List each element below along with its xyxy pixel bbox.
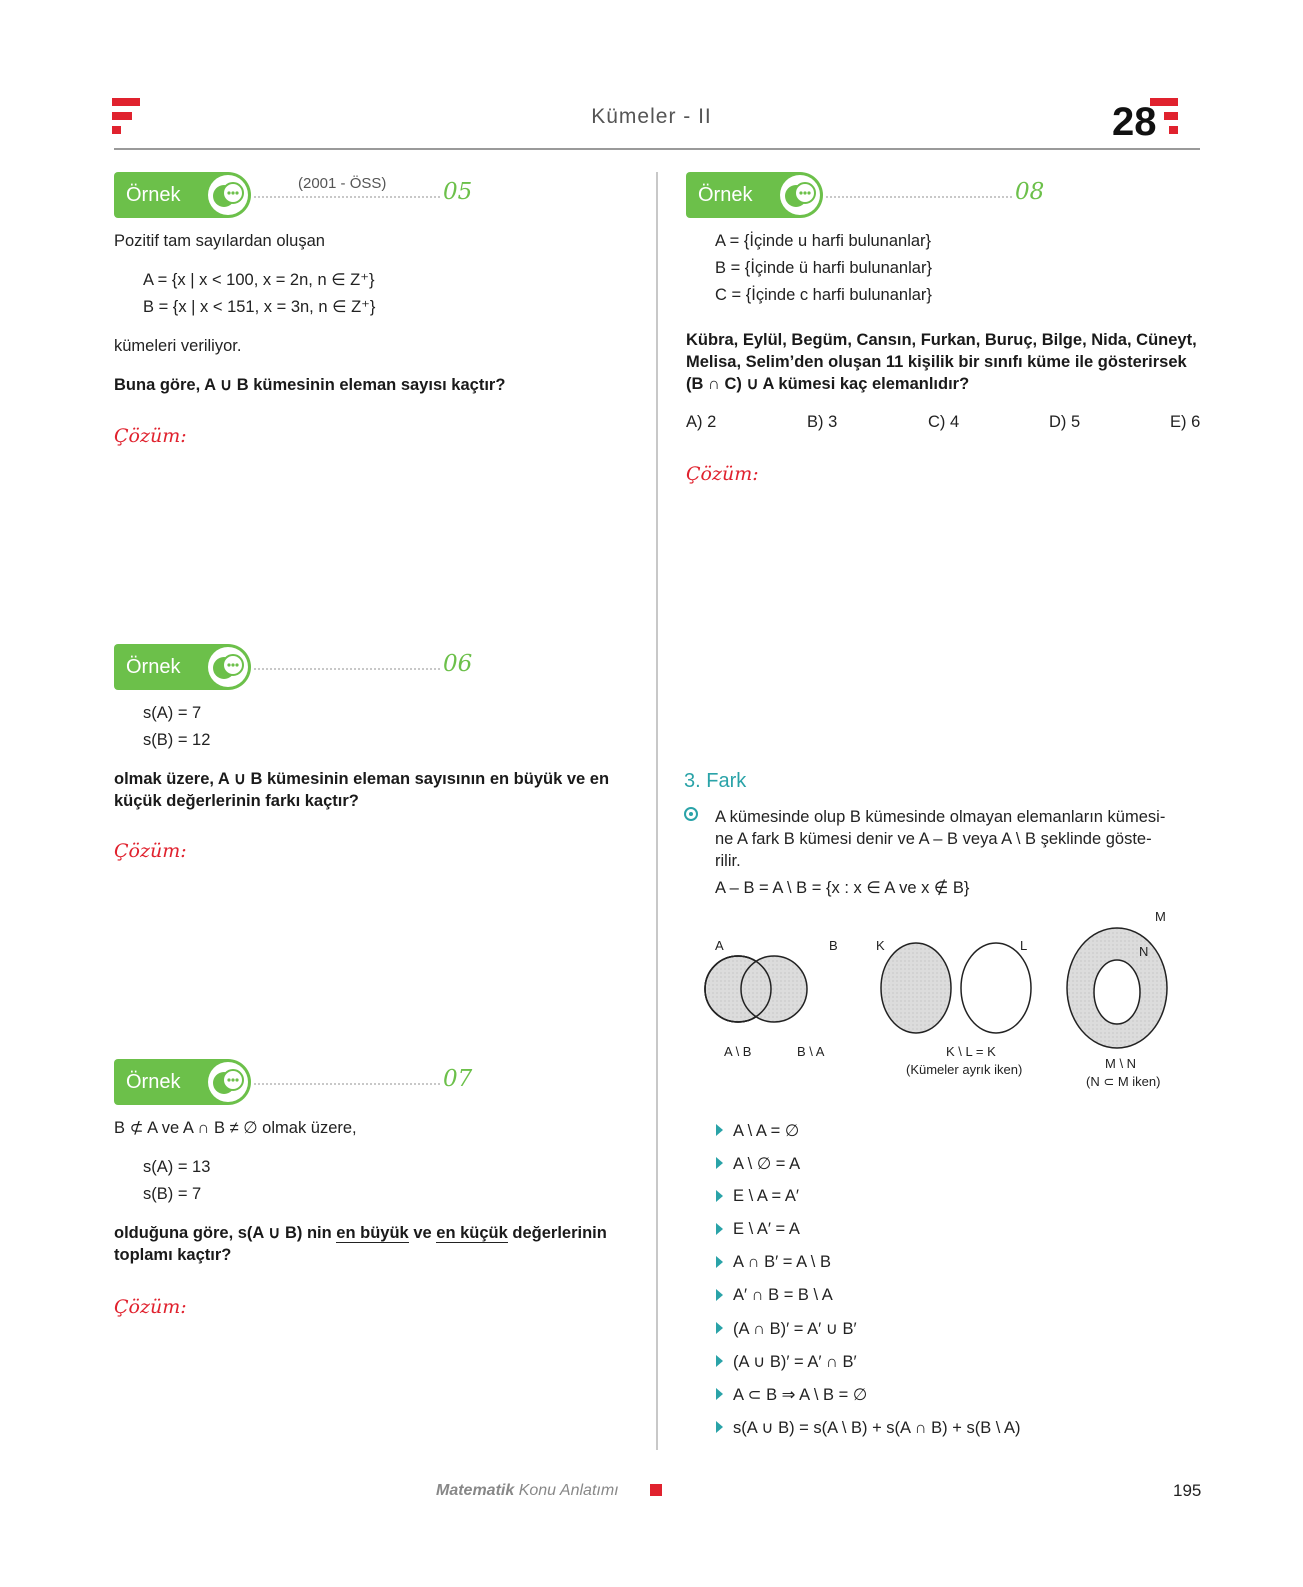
ornek-badge-08 (686, 172, 823, 218)
triangle-bullet-icon (716, 1322, 723, 1334)
ex05-set-b: B = {x | x < 151, x = 3n, n ∈ Z⁺} (143, 298, 376, 316)
option-e: E) 6 (1170, 413, 1201, 431)
ex07-q-part1: olduğuna göre, s(A ∪ B) nin (114, 1224, 337, 1242)
dotted-line (826, 196, 1012, 198)
ex08-question-line1: Kübra, Eylül, Begüm, Cansın, Furkan, Buruç, Bilge, Nida, Cüneyt, (686, 331, 1197, 349)
fark-definition-line2: ne A fark B kümesi denir ve A – B veya A \ B şeklinde göste- (715, 830, 1152, 848)
footer-rest: Konu Anlatımı (514, 1482, 619, 1499)
page-number: 195 (1173, 1481, 1202, 1500)
ex08-set-b: B = {İçinde ü harfi bulunanlar} (715, 259, 932, 277)
ex05-intro: Pozitif tam sayılardan oluşan (114, 232, 325, 250)
ex06-question-line2: küçük değerlerinin farkı kaçtır? (114, 792, 359, 810)
label-k: K (876, 938, 885, 953)
property-item: E \ A = A′ (733, 1187, 799, 1205)
fark-definition-line3: rilir. (715, 852, 741, 870)
ornek-label: Örnek (126, 656, 181, 678)
ex07-question-line1 (114, 1222, 607, 1244)
speech-bubble-icon (208, 1062, 248, 1102)
page-title: Kümeler - II (591, 105, 712, 128)
property-item: A ∩ B′ = A \ B (733, 1253, 831, 1271)
caption-m-minus-n-note: (N ⊂ M iken) (1086, 1074, 1161, 1089)
triangle-bullet-icon (716, 1256, 723, 1268)
ornek-badge-07 (114, 1059, 251, 1105)
triangle-bullet-icon (716, 1289, 723, 1301)
fark-formula: A – B = A \ B = {x : x ∈ A ve x ∉ B} (715, 879, 970, 897)
footer-brand: Matematik (436, 1482, 515, 1499)
ex07-q-part2: ve (408, 1224, 437, 1242)
option-c: C) 4 (928, 413, 960, 431)
speech-bubble-icon (780, 175, 820, 215)
ex07-question-line2: toplamı kaçtır? (114, 1246, 232, 1264)
label-b: B (829, 938, 838, 953)
ex07-sB: s(B) = 7 (143, 1185, 202, 1203)
option-a: A) 2 (686, 413, 717, 431)
property-item: A ⊂ B ⇒ A \ B = ∅ (733, 1386, 868, 1404)
triangle-bullet-icon (716, 1223, 723, 1235)
fark-definition-line1: A kümesinde olup B kümesinde olmayan elemanların kümesi- (715, 808, 1166, 826)
property-item: E \ A′ = A (733, 1220, 800, 1238)
property-item: A \ ∅ = A (733, 1155, 801, 1173)
property-item: (A ∪ B)′ = A′ ∩ B′ (733, 1353, 857, 1371)
dotted-line (254, 668, 440, 670)
ex05-given: kümeleri veriliyor. (114, 337, 242, 355)
example-number: 08 (1015, 179, 1045, 205)
ex08-set-c: C = {İçinde c harfi bulunanlar} (715, 286, 932, 304)
option-b: B) 3 (807, 413, 838, 431)
ornek-label: Örnek (698, 184, 753, 206)
ex07-q-part3: değerlerinin (507, 1224, 607, 1242)
triangle-bullet-icon (716, 1124, 723, 1136)
caption-k-minus-l-note: (Kümeler ayrık iken) (906, 1062, 1023, 1077)
question-source: (2001 - ÖSS) (298, 175, 387, 192)
dotted-line (254, 196, 440, 198)
ex07-sA: s(A) = 13 (143, 1158, 211, 1176)
triangle-bullet-icon (716, 1355, 723, 1367)
ex08-question-line2: Melisa, Selim’den oluşan 11 kişilik bir sınıfı küme ile gösterirsek (686, 353, 1187, 371)
caption-a-minus-b: A \ B (724, 1044, 752, 1059)
ex06-sA: s(A) = 7 (143, 704, 202, 722)
ex08-set-a: A = {İçinde u harfi bulunanlar} (715, 232, 932, 250)
ex07-q-underline1: en büyük (336, 1224, 409, 1242)
label-a: A (715, 938, 724, 953)
property-item: A′ ∩ B = B \ A (733, 1286, 833, 1304)
triangle-bullet-icon (716, 1421, 723, 1433)
caption-k-minus-l: K \ L = K (946, 1044, 996, 1059)
venn-m-minus-n (1067, 928, 1167, 1048)
ornek-badge-05 (114, 172, 251, 218)
column-divider (656, 172, 658, 1450)
triangle-bullet-icon (716, 1190, 723, 1202)
cozum-label: Çözüm: (114, 840, 187, 862)
label-l: L (1020, 938, 1028, 953)
ex06-question-line1: olmak üzere, A ∪ B kümesinin eleman sayısının en büyük ve en (114, 770, 610, 788)
footer-book-title (436, 1482, 619, 1500)
ex07-q-underline2: en küçük (436, 1224, 508, 1242)
ornek-label: Örnek (126, 1071, 181, 1093)
speech-bubble-icon (208, 647, 248, 687)
caption-b-minus-a: B \ A (797, 1044, 825, 1059)
ornek-label: Örnek (126, 184, 181, 206)
dotted-line (254, 1083, 440, 1085)
ex05-set-a: A = {x | x < 100, x = 2n, n ∈ Z⁺} (143, 271, 375, 289)
ex08-question-line3: (B ∩ C) ∪ A kümesi kaç elemanlıdır? (686, 375, 970, 393)
ex05-question: Buna göre, A ∪ B kümesinin eleman sayısı kaçtır? (114, 376, 506, 394)
cozum-label: Çözüm: (114, 1296, 187, 1318)
example-number: 07 (443, 1066, 473, 1092)
property-item: (A ∩ B)′ = A′ ∪ B′ (733, 1320, 857, 1338)
option-d: D) 5 (1049, 413, 1081, 431)
triangle-bullet-icon (716, 1157, 723, 1169)
cozum-label: Çözüm: (686, 463, 759, 485)
label-m: M (1155, 909, 1166, 924)
ex06-sB: s(B) = 12 (143, 731, 211, 749)
cozum-label: Çözüm: (114, 425, 187, 447)
section-title: 3. Fark (684, 770, 747, 792)
footer-square-icon (650, 1484, 662, 1496)
label-n: N (1139, 944, 1149, 959)
property-item: A \ A = ∅ (733, 1122, 800, 1140)
property-item: s(A ∪ B) = s(A \ B) + s(A ∩ B) + s(B \ A) (733, 1419, 1021, 1437)
ornek-badge-06 (114, 644, 251, 690)
example-number: 05 (443, 179, 473, 205)
ex07-condition: B ⊄ A ve A ∩ B ≠ ∅ olmak üzere, (114, 1119, 357, 1137)
chapter-number: 28 (1112, 100, 1157, 144)
target-bullet-icon (684, 807, 698, 821)
caption-m-minus-n: M \ N (1105, 1056, 1137, 1071)
venn-k-minus-l (881, 943, 1031, 1033)
triangle-bullet-icon (716, 1388, 723, 1400)
example-number: 06 (443, 651, 473, 677)
speech-bubble-icon (208, 175, 248, 215)
header-rule (114, 148, 1200, 150)
